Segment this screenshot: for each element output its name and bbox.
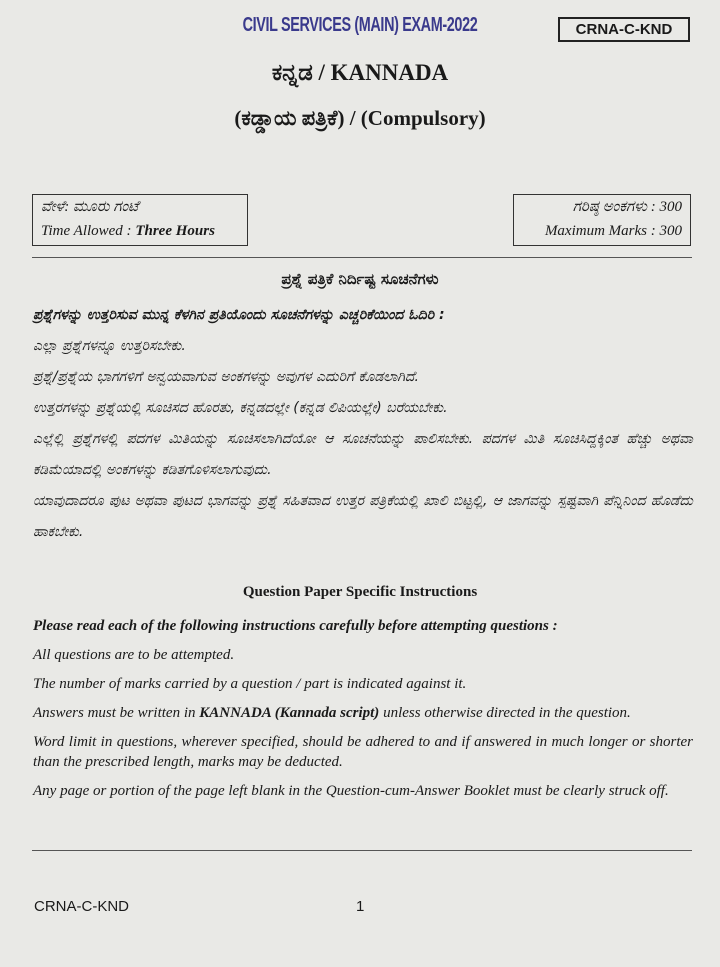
divider-bottom bbox=[32, 850, 692, 851]
time-allowed-english bbox=[41, 219, 239, 243]
maximum-marks-english: Maximum Marks : 300 bbox=[544, 223, 682, 239]
exam-title: CIVIL SERVICES (MAIN) EXAM-2022 bbox=[242, 14, 478, 36]
maximum-marks-box bbox=[513, 194, 691, 246]
kannada-instruction-item: ಎಲ್ಲೆಲ್ಲಿ ಪ್ರಶ್ನೆಗಳಲ್ಲಿ ಪದಗಳ ಮಿತಿಯನ್ನು ಸೂಚಿಸಲಾಗಿದೆಯೋ ಆ ಸೂಚನೆಯನ್ನು ಪಾಲಿಸಬೇಕು. ಪದಗಳ ಮಿತಿ ಸೂಚಿಸಿದ್ದಕ್ಕಿಂತ ಹೆಚ್ಚು ಅಥವಾ ಕಡಿಮೆಯಾದಲ್ಲಿ ಅಂಕಗಳನ್ನು ಕಡಿತಗೊಳಿಸಲಾಗುವುದು. bbox=[33, 431, 693, 478]
paper-type: (ಕಡ್ಡಾಯ ಪತ್ರಿಕೆ) / (Compulsory) bbox=[234, 106, 486, 130]
instruction-emphasis: KANNADA (Kannada script) bbox=[199, 705, 380, 721]
kannada-instructions-lead: ಪ್ರಶ್ನೆಗಳನ್ನು ಉತ್ತರಿಸುವ ಮುನ್ನ ಕೆಳಗಿನ ಪ್ರತಿಯೊಂದು ಸೂಚನೆಗಳನ್ನು ಎಚ್ಚರಿಕೆಯಿಂದ ಓದಿರಿ : bbox=[33, 307, 445, 323]
kannada-instruction-item: ಎಲ್ಲಾ ಪ್ರಶ್ನೆಗಳನ್ನೂ ಉತ್ತರಿಸಬೇಕು. bbox=[33, 338, 186, 354]
instruction-text: Answers must be written in bbox=[33, 705, 200, 721]
page-number: 1 bbox=[356, 898, 365, 915]
kannada-instruction-item: ಯಾವುದಾದರೂ ಪುಟ ಅಥವಾ ಪುಟದ ಭಾಗವನ್ನು ಪ್ರಶ್ನೆ ಸಹಿತವಾದ ಉತ್ತರ ಪತ್ರಿಕೆಯಲ್ಲಿ ಖಾಲಿ ಬಿಟ್ಟಲ್ಲಿ, ಆ ಜಾಗವನ್ನು ಸ್ಪಷ್ಟವಾಗಿ ಪೆನ್ನಿನಿಂದ ಹೊಡೆದು ಹಾಕಬೇಕು. bbox=[33, 493, 693, 540]
time-allowed-value: Three Hours bbox=[135, 223, 215, 239]
kannada-instruction-item: ಪ್ರಶ್ನೆ/ಪ್ರಶ್ನೆಯ ಭಾಗಗಳಿಗೆ ಅನ್ವಯವಾಗುವ ಅಂಕಗಳನ್ನು ಅವುಗಳ ಎದುರಿಗೆ ಕೊಡಲಾಗಿದೆ. bbox=[33, 369, 419, 385]
time-allowed-box bbox=[32, 194, 248, 246]
footer-paper-code: CRNA-C-KND bbox=[34, 898, 129, 915]
english-instruction-item: The number of marks carried by a question / part is indicated against it. bbox=[33, 676, 467, 692]
english-instruction-item: Any page or portion of the page left blank in the Question-cum-Answer Booklet must be clearly struck off. bbox=[33, 783, 669, 799]
kannada-instructions bbox=[33, 300, 693, 548]
english-instructions bbox=[33, 616, 693, 810]
instruction-text: unless otherwise directed in the question. bbox=[379, 705, 631, 721]
subject-title: ಕನ್ನಡ / KANNADA bbox=[271, 60, 449, 85]
english-instructions-lead: Please read each of the following instructions carefully before attempting questions : bbox=[33, 618, 558, 634]
paper-code-box: CRNA-C-KND bbox=[558, 17, 690, 42]
english-instruction-item: Word limit in questions, wherever specified, should be adhered to and if answered in much longer or shorter than the prescribed length, marks may be deducted. bbox=[33, 734, 693, 770]
english-instruction-item bbox=[33, 703, 693, 723]
time-allowed-label: Time Allowed : bbox=[41, 223, 136, 239]
kannada-instruction-item: ಉತ್ತರಗಳನ್ನು ಪ್ರಶ್ನೆಯಲ್ಲಿ ಸೂಚಿಸದ ಹೊರತು, ಕನ್ನಡದಲ್ಲೇ (ಕನ್ನಡ ಲಿಪಿಯಲ್ಲೇ) ಬರೆಯಬೇಕು. bbox=[33, 400, 448, 416]
kannada-instructions-heading: ಪ್ರಶ್ನೆ ಪತ್ರಿಕೆ ನಿರ್ದಿಷ್ಟ ಸೂಚನೆಗಳು bbox=[281, 270, 439, 288]
time-allowed-kannada: ವೇಳೆ: ಮೂರು ಗಂಟೆ bbox=[41, 199, 139, 215]
english-instructions-heading: Question Paper Specific Instructions bbox=[242, 584, 478, 600]
divider-top bbox=[32, 257, 692, 258]
maximum-marks-kannada: ಗರಿಷ್ಠ ಅಂಕಗಳು : 300 bbox=[572, 199, 682, 215]
english-instruction-item: All questions are to be attempted. bbox=[33, 647, 235, 663]
